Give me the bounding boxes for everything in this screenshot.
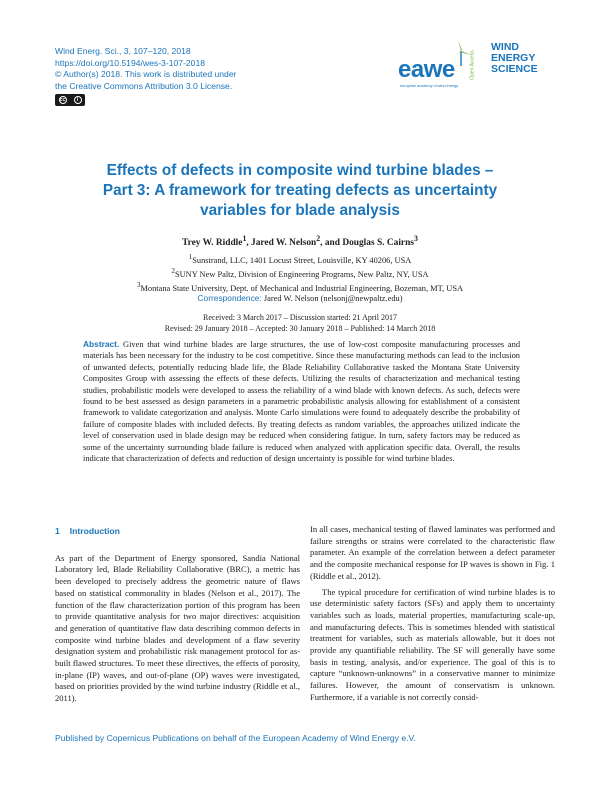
citation-doi-link[interactable]: https://doi.org/10.5194/wes-3-107-2018 (55, 57, 206, 68)
publication-dates: Received: 3 March 2017 – Discussion started: 21 April 2017 Revised: 29 January 2018 – Accepted: 30 January 2018 – Published: 14 March 2018 (164, 313, 436, 334)
left-column (55, 524, 300, 705)
intro-paragraph: The typical procedure for certification of wind turbine blades is to use deterministic safety factors (SFs) and apply them to uncertainty variables such as loads, material properties, manufacturing scale-up, and manufacturing defects. This is sometimes blended with statistical treatment for variables, such as materials allowable, but it does not provide any quantifiable reliability. The SF will generally have some basis in testing, analysis, and/or experience. The goal of this is to capture “unknown-unknowns” in a conservative manner to minimize failures. However, the amount of conservatism is unknown. Furthermore, if a variable is not correctly consid- (310, 586, 555, 702)
affiliation: $^2$SUNY New Paltz, Division of Engineering Programs, New Paltz, NY, USA (171, 267, 429, 279)
journal-name: WIND ENERGY SCIENCE (491, 41, 538, 75)
abstract-text: Given that wind turbine blades are large structures, the use of low-cost composite manufacturing processes and materials has been necessary for the industry to be cost competitive. Since these manufacturing methods can lead to the inclusion of unwanted defects, potentially reducing blade life, the Blade Reliability Collaborative tasked the Montana State University Composites Group with assessing the effects of these defects. Utilizing the results of characterization and mechanical testing studies, probabilistic models were developed to assess the reliability of a wind blade with known defects. As such, defects were found to be best assessed as design parameters in a parametric probabilistic analysis allowing for establishment of a consistent framework to validate categorization and analysis. Monte Carlo simulations were found to adequately describe the probability of failure of composite blades with included defects. By treating defects as random variables, the approaches utilized indicate the level of conservation used in blade design may be reduced when considering fatigue. In turn, safety factors may be reduced as some of the uncertainty surrounding blade failure is reduced when analyzed with application specific data. Overall, the results indicate that characterization of defects and reduction of design uncertainty is possible for wind turbine blades. (83, 340, 521, 464)
affiliation: $^1$Sunstrand, LLC, 1401 Locust Street, Louisville, KY 40206, USA (188, 253, 412, 265)
eawe-logo (396, 40, 556, 90)
open-access-label: Open Access (469, 50, 476, 80)
author-list: Trey W. Riddle$^1$, Jared W. Nelson$^2$, and Douglas S. Cairns$^3$ (182, 234, 418, 249)
intro-paragraph: In all cases, mechanical testing of flawed laminates was performed and failure strengths or strains were correlated to the characteristic flaw parameter. An example of the correlation between a defect parameter and the composite mechanical response for IP waves is shown in Fig. 1 (Riddle et al., 2012). (310, 524, 555, 581)
citation-journal: Wind Energ. Sci., 3, 107–120, 2018 (55, 46, 191, 56)
cc-icon: cc (59, 97, 66, 103)
citation-license-link[interactable]: the Creative Commons Attribution 3.0 License. (55, 80, 233, 91)
attribution-icon: i (74, 96, 82, 104)
logo-wordmark: eawe (398, 56, 455, 83)
logo-tagline: european academy of wind energy (400, 84, 459, 88)
cc-license-badge[interactable] (55, 94, 85, 106)
right-column (310, 524, 555, 704)
intro-paragraph: As part of the Department of Energy sponsored, Sandia National Laboratory led, Blade Reliability Collaborative (BRC), a metric has been developed to precisely address the geometric nature of flaws based on statistical commonality in blades (Nelson et al., 2017). The function of the flaw characterization portion of this program has been to provide quantitative analysis for two major directives: acquisition and generation of quantitative flaw data describing common defects in composite wind turbine blades and development of a flaw severity designation system and probabilistic risk management protocol for as-built flawed structures. To meet these directives, the effects of porosity, in-plane (IP) waves, and out-of-plane (OP) waves were investigated, based on priorities provided by the wind turbine industry (Riddle et al., 2011). (55, 552, 300, 704)
abstract (83, 339, 520, 464)
abstract-label: Abstract. (83, 339, 120, 349)
affiliation: $^3$Montana State University, Dept. of Mechanical and Industrial Engineering, Bozeman, MT, USA (136, 281, 464, 294)
paper-title: Effects of defects in composite wind turbine blades – Part 3: A framework for treating defects as uncertainty variables for blade analysis (102, 162, 498, 219)
section-heading: 1 Introduction (55, 526, 120, 536)
correspondence-email[interactable]: Jared W. Nelson (nelsonj@newpaltz.edu) (263, 294, 403, 303)
correspondence: Correspondence: Jared W. Nelson (nelsonj@newpaltz.edu) (197, 293, 403, 303)
citation-copyright: © Author(s) 2018. This work is distributed under (55, 69, 237, 80)
affiliations (40, 252, 560, 295)
citation-block (55, 46, 236, 92)
publisher-footer: Published by Copernicus Publications on behalf of the European Academy of Wind Energy e.V. (55, 733, 416, 743)
